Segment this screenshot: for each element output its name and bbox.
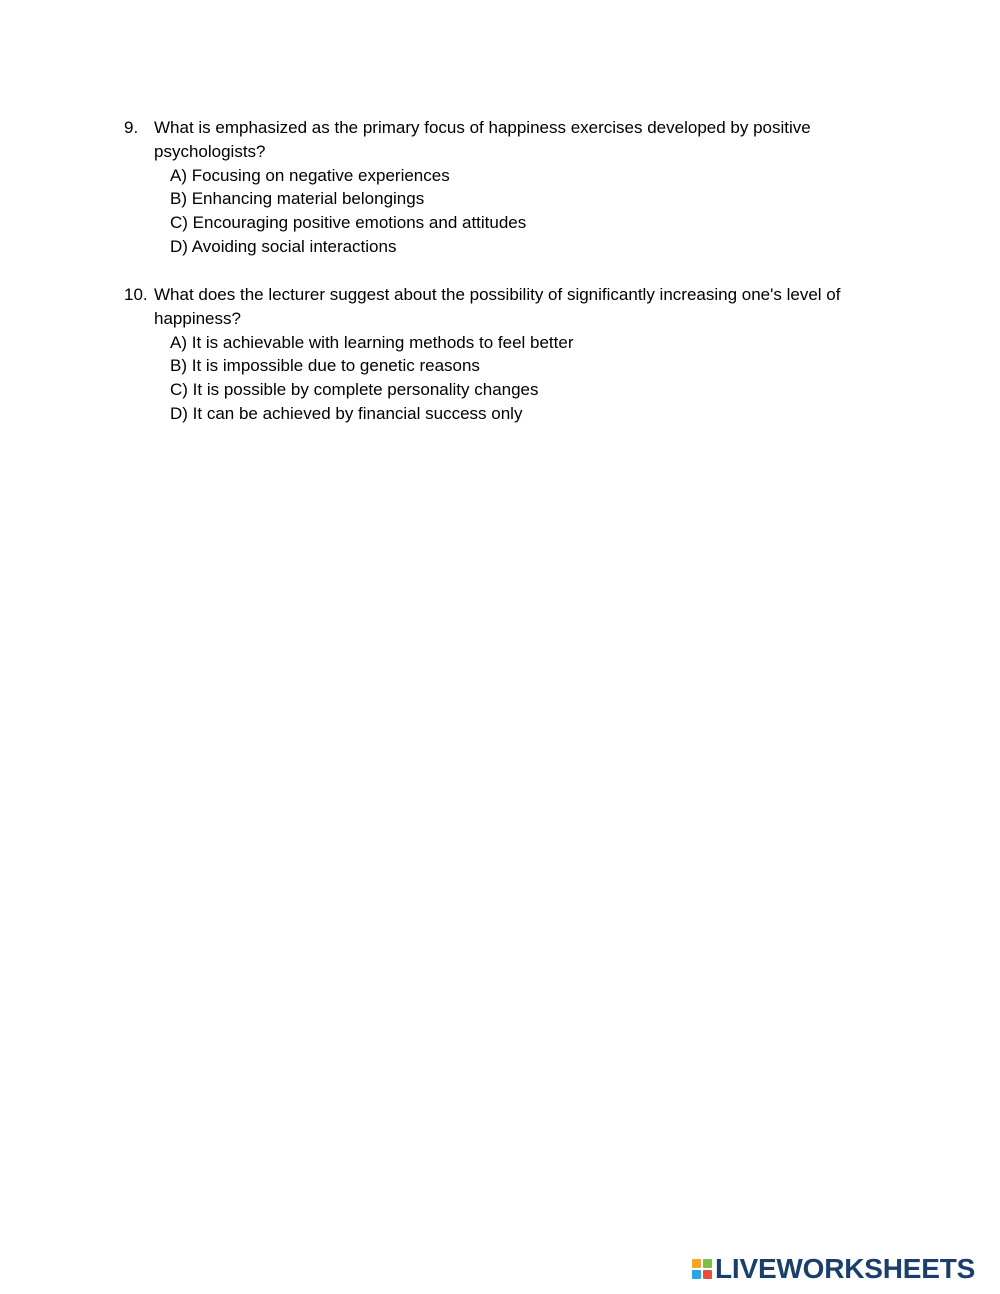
question-number: 9. — [124, 118, 139, 137]
logo-square — [703, 1270, 712, 1279]
logo-square — [692, 1270, 701, 1279]
question-9 — [124, 116, 904, 259]
logo-text: LIVEWORKSHEETS — [715, 1253, 976, 1284]
liveworksheets-logo — [692, 1254, 975, 1284]
question-text: What does the lecturer suggest about the possibility of significantly increasing one's level of happiness? — [154, 285, 841, 328]
question-text: What is emphasized as the primary focus of happiness exercises developed by positive psychologists? — [154, 118, 811, 161]
answer-option-d: D) Avoiding social interactions — [170, 236, 397, 256]
answer-options — [124, 164, 904, 259]
logo-square — [692, 1259, 701, 1268]
answer-option-a: A) It is achievable with learning methods to feel better — [170, 332, 574, 352]
answer-options — [124, 331, 904, 426]
answer-option-b: B) It is impossible due to genetic reasons — [170, 356, 480, 376]
question-stem — [124, 283, 904, 331]
question-stem — [124, 116, 904, 164]
answer-option-b: B) Enhancing material belongings — [170, 189, 425, 209]
answer-option-d: D) It can be achieved by financial success only — [170, 403, 523, 423]
liveworksheets-logo-icon — [692, 1259, 712, 1279]
answer-option-a: A) Focusing on negative experiences — [170, 165, 450, 185]
answer-option-c: C) Encouraging positive emotions and attitudes — [170, 213, 527, 233]
question-10 — [124, 283, 904, 426]
answer-option-c: C) It is possible by complete personality changes — [170, 380, 539, 400]
question-number: 10. — [124, 285, 148, 304]
logo-square — [703, 1259, 712, 1268]
